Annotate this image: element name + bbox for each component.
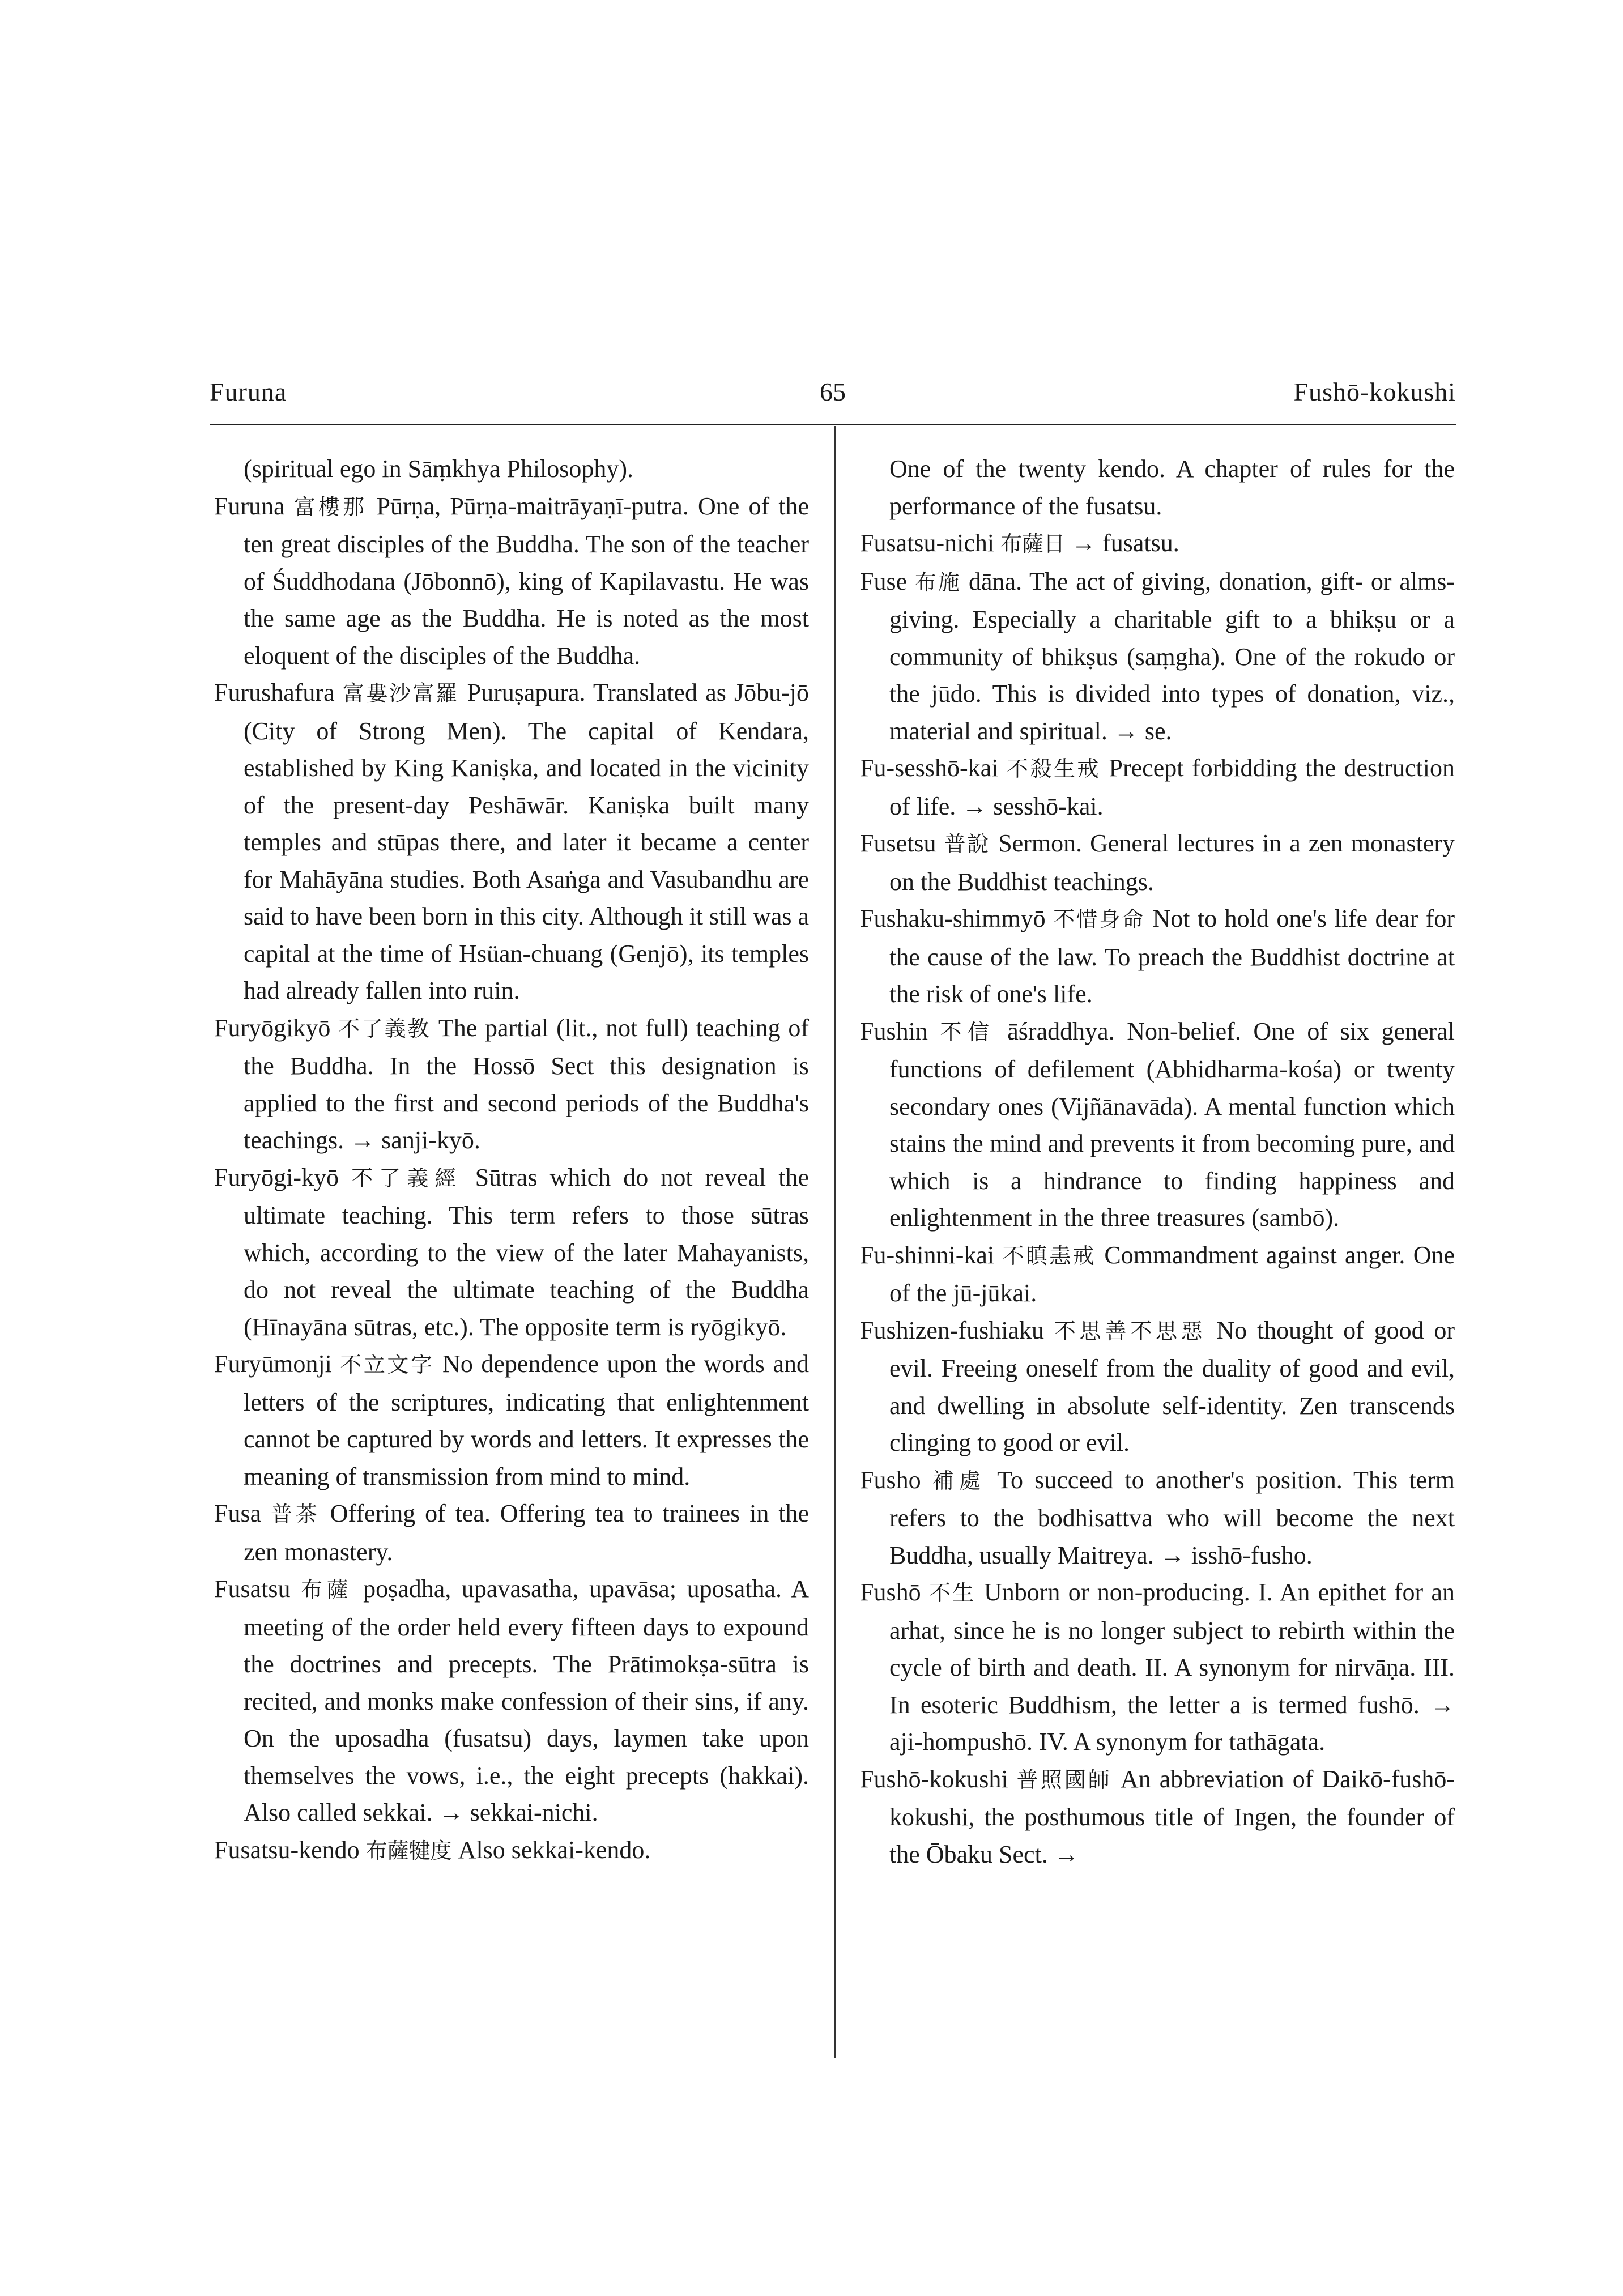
headword: Fusatsu (214, 1575, 291, 1603)
left-column (214, 450, 809, 1869)
entry-fu-sessho-kai (860, 749, 1455, 825)
entry-fusatsu-kendo (214, 1831, 809, 1870)
headword: Fu-shinni-kai (860, 1241, 995, 1269)
kanji: 不思善不思惡 (1054, 1318, 1207, 1344)
entry-fuse (860, 563, 1455, 750)
kanji: 不殺生戒 (1006, 756, 1101, 781)
headword: Fusho (860, 1466, 921, 1494)
kanji: 普說 (944, 832, 991, 857)
headword: Furyōgikyō (214, 1013, 331, 1042)
headword: Fu-sesshō-kai (860, 754, 999, 782)
kanji: 布薩 (301, 1577, 353, 1602)
header-rule (210, 424, 1456, 425)
kanji: 普照國師 (1016, 1767, 1112, 1792)
entry-fushizen-fushiaku (860, 1312, 1455, 1462)
definition: Precept forbidding the destruction of life. → sesshō-kai. (889, 754, 1455, 820)
definition: To succeed to another's position. This term refers to the bodhisattva who will become the next Buddha, usually Maitreya. → isshō-fusho. (889, 1466, 1455, 1569)
header-right-guide-word: Fushō-kokushi (1293, 377, 1456, 406)
definition: Not to hold one's life dear for the cause of the law. To preach the Buddhist doctrine at the risk of one's life. (889, 905, 1455, 1008)
definition: Sermon. General lectures in a zen monastery on the Buddhist teachings. (889, 829, 1455, 896)
entry-furyogikyo (214, 1009, 809, 1159)
kanji: 不瞋恚戒 (1002, 1243, 1096, 1268)
entry-fusetsu (860, 825, 1455, 900)
entry-furyumonji (214, 1345, 809, 1495)
headword: Fusetsu (860, 829, 936, 857)
headword: Furushafura (214, 679, 335, 706)
definition: Commandment against anger. One of the jū-jūkai. (889, 1241, 1455, 1307)
kanji: 富婁沙富羅 (342, 681, 459, 706)
entry-furushafura (214, 674, 809, 1009)
column-divider (834, 426, 836, 2058)
entry-fu-shinni-kai (860, 1237, 1455, 1312)
kanji: 不了義教 (338, 1016, 431, 1041)
kanji: 布薩犍度 (365, 1838, 452, 1863)
entry-furyogi-kyo (214, 1159, 809, 1346)
headword: Fusatsu-kendo (214, 1835, 360, 1864)
entry-fusho-unborn (860, 1574, 1455, 1761)
definition: dāna. The act of giving, donation, gift- or alms-giving. Especially a charitable gift to a bhikṣu or a community of bhikṣus (saṃgha). One of the rokudo or the jūdo. This is divided into types of donation, viz., material and spiritual. → se. (889, 567, 1455, 745)
entry-fushin (860, 1013, 1455, 1237)
kanji: 布薩日 (1000, 531, 1066, 556)
kanji: 不惜身命 (1053, 907, 1145, 932)
headword: Fushizen-fushiaku (860, 1316, 1045, 1344)
entry-fusatsu (214, 1570, 809, 1831)
kanji: 補處 (932, 1468, 986, 1493)
headword: Fusatsu-nichi (860, 529, 995, 557)
headword: Fushin (860, 1017, 928, 1045)
entry-fusa (214, 1495, 809, 1570)
headword: Fushō-kokushi (860, 1765, 1008, 1793)
definition: The partial (lit., not full) teaching of the Buddha. In the Hossō Sect this designation is applied to the first and second periods of the Buddha's teachings. → sanji-kyō. (244, 1013, 810, 1154)
definition: No thought of good or evil. Freeing oneself from the duality of good and evil, and dwelling in absolute self-identity. Zen transcends clinging to good or evil. (889, 1316, 1455, 1456)
kanji: 普茶 (270, 1502, 321, 1527)
definition: No dependence upon the words and letters of the scriptures, indicating that enlightenment cannot be captured by words and letters. It expresses the meaning of transmission from mind to mind. (244, 1350, 809, 1490)
headword: Furyōgi-kyō (214, 1163, 339, 1191)
kanji: 不了義經 (351, 1165, 463, 1191)
entry-fusho-succession (860, 1462, 1455, 1574)
kanji: 布施 (914, 569, 961, 595)
definition: → fusatsu. (1071, 529, 1179, 557)
entry-furuna (214, 488, 809, 675)
definition: Pūrṇa, Pūrṇa-maitrāyaṇī-putra. One of the ten great disciples of the Buddha. The son of the teacher of Śuddhodana (Jōbonnō), king of Kapilavastu. He was the same age as the Buddha. He is noted as the most eloquent of the disciples of the Buddha. (244, 492, 810, 670)
kanji: 不生 (928, 1581, 976, 1605)
page-number: 65 (820, 377, 846, 406)
headword: Furuna (214, 492, 285, 520)
kanji: 不信 (940, 1019, 995, 1045)
definition: Unborn or non-producing. I. An epithet for an arhat, since he is no longer subject to rebirth within the cycle of birth and death. II. A synonym for nirvāṇa. III. In esoteric Buddhism, the letter a is termed fushō. → aji-hompushō. IV. A synonym for tathāgata. (889, 1578, 1455, 1756)
kanji: 富樓那 (293, 494, 368, 519)
definition: Puruṣapura. Translated as Jōbu-jō (City of Strong Men). The capital of Kendara, established by King Kaniṣka, and located in the vicinity of the present-day Peshāwār. Kaniṣka built many temples and stūpas there, and later it became a center for Mahāyāna studies. Both Asaṅga and Vasubandhu are said to have been born in this city. Although it still was a capital at the time of Hsüan-chuang (Genjō), its temples had already fallen into ruin. (244, 679, 810, 1004)
definition: An abbreviation of Daikō-fushō-kokushi, the posthumous title of Ingen, the founder of the Ōbaku Sect. → (889, 1765, 1455, 1868)
headword: Fushō (860, 1578, 921, 1606)
right-column (860, 450, 1455, 1873)
headword: Fuse (860, 567, 908, 595)
entry-continuation: One of the twenty kendo. A chapter of rules for the performance of the fusatsu. (889, 455, 1455, 520)
definition: Also sekkai-kendo. (458, 1835, 651, 1864)
entry-continuation: (spiritual ego in Sāṃkhya Philosophy). (244, 455, 634, 483)
headword: Fusa (214, 1500, 262, 1527)
headword: Furyūmonji (214, 1350, 332, 1378)
definition: āśraddhya. Non-belief. One of six general functions of defilement (Abhidharma-kośa) or twenty secondary ones (Vijñānavāda). A mental function which stains the mind and prevents it from becoming pure, and which is a hindrance to finding happiness and enlightenment in the three treasures (sambō). (889, 1017, 1455, 1232)
running-header (210, 377, 1456, 422)
definition: Sūtras which do not reveal the ultimate teaching. This term refers to those sūtras which, according to the view of the later Mahayanists, do not reveal the ultimate teaching of the Buddha (Hīnayāna sūtras, etc.). The opposite term is ryōgikyō. (244, 1163, 809, 1341)
definition: poṣadha, upavasatha, upavāsa; uposatha. A meeting of the order held every fifteen days to expound the doctrines and precepts. The Prātimokṣa-sūtra is recited, and monks make confession of their sins, if any. On the uposadha (fusatsu) days, laymen take upon themselves the vows, i.e., the eight precepts (hakkai). Also called sekkai. → sekkai-nichi. (244, 1575, 810, 1826)
header-left-guide-word: Furuna (210, 377, 287, 406)
definition: Offering of tea. Offering tea to trainees in the zen monastery. (244, 1500, 810, 1566)
entry-fusatsu-nichi (860, 525, 1455, 563)
kanji: 不立文字 (340, 1352, 434, 1377)
entry-fushaku-shimmyo (860, 900, 1455, 1013)
entry-fusho-kokushi (860, 1761, 1455, 1873)
headword: Fushaku-shimmyō (860, 905, 1046, 932)
